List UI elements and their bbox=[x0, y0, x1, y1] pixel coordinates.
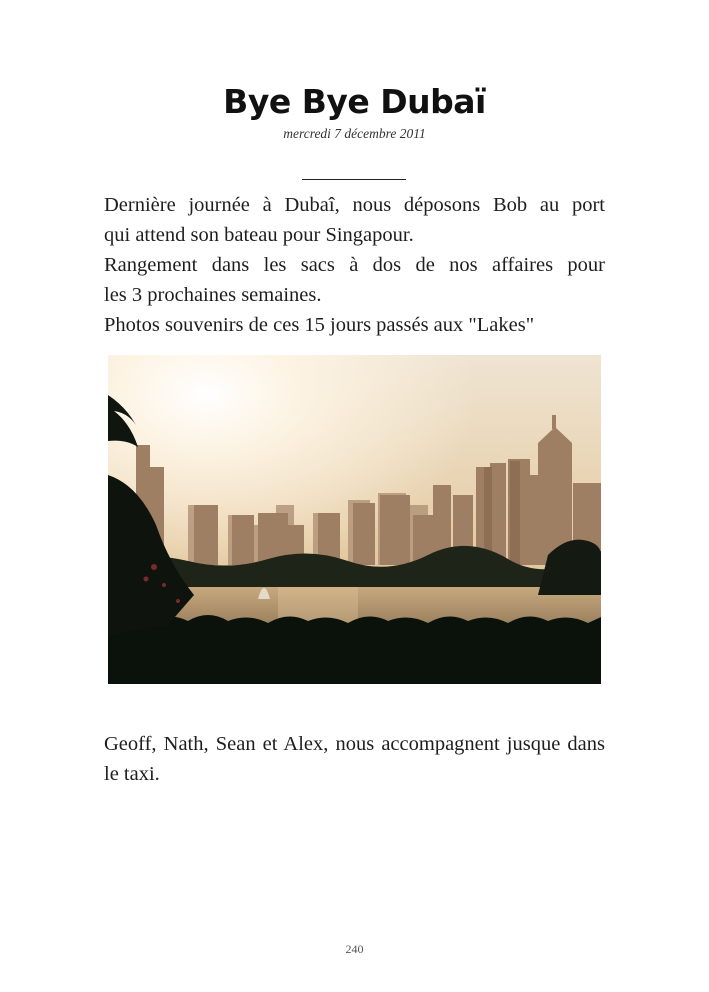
text-line: Photos souvenirs de ces 15 jours passés aux "Lakes" bbox=[104, 314, 535, 336]
text-line: Dernière journée à Dubaî, nous déposons Bob au port bbox=[104, 194, 605, 216]
page-number: 240 bbox=[345, 942, 364, 956]
skyline-photo bbox=[108, 355, 601, 684]
text-line: qui attend son bateau pour Singapour. bbox=[104, 224, 414, 246]
page-title: Bye Bye Dubaï bbox=[223, 82, 486, 121]
post-date: mercredi 7 décembre 2011 bbox=[283, 126, 426, 141]
paragraph-closing: Geoff, Nath, Sean et Alex, nous accompagnent jusque dans le taxi. bbox=[104, 733, 605, 785]
text-line: les 3 prochaines semaines. bbox=[104, 284, 322, 306]
text-line: Rangement dans les sacs à dos de nos affaires pour bbox=[104, 254, 605, 276]
title-divider bbox=[302, 179, 406, 180]
paragraph-intro bbox=[104, 190, 605, 340]
